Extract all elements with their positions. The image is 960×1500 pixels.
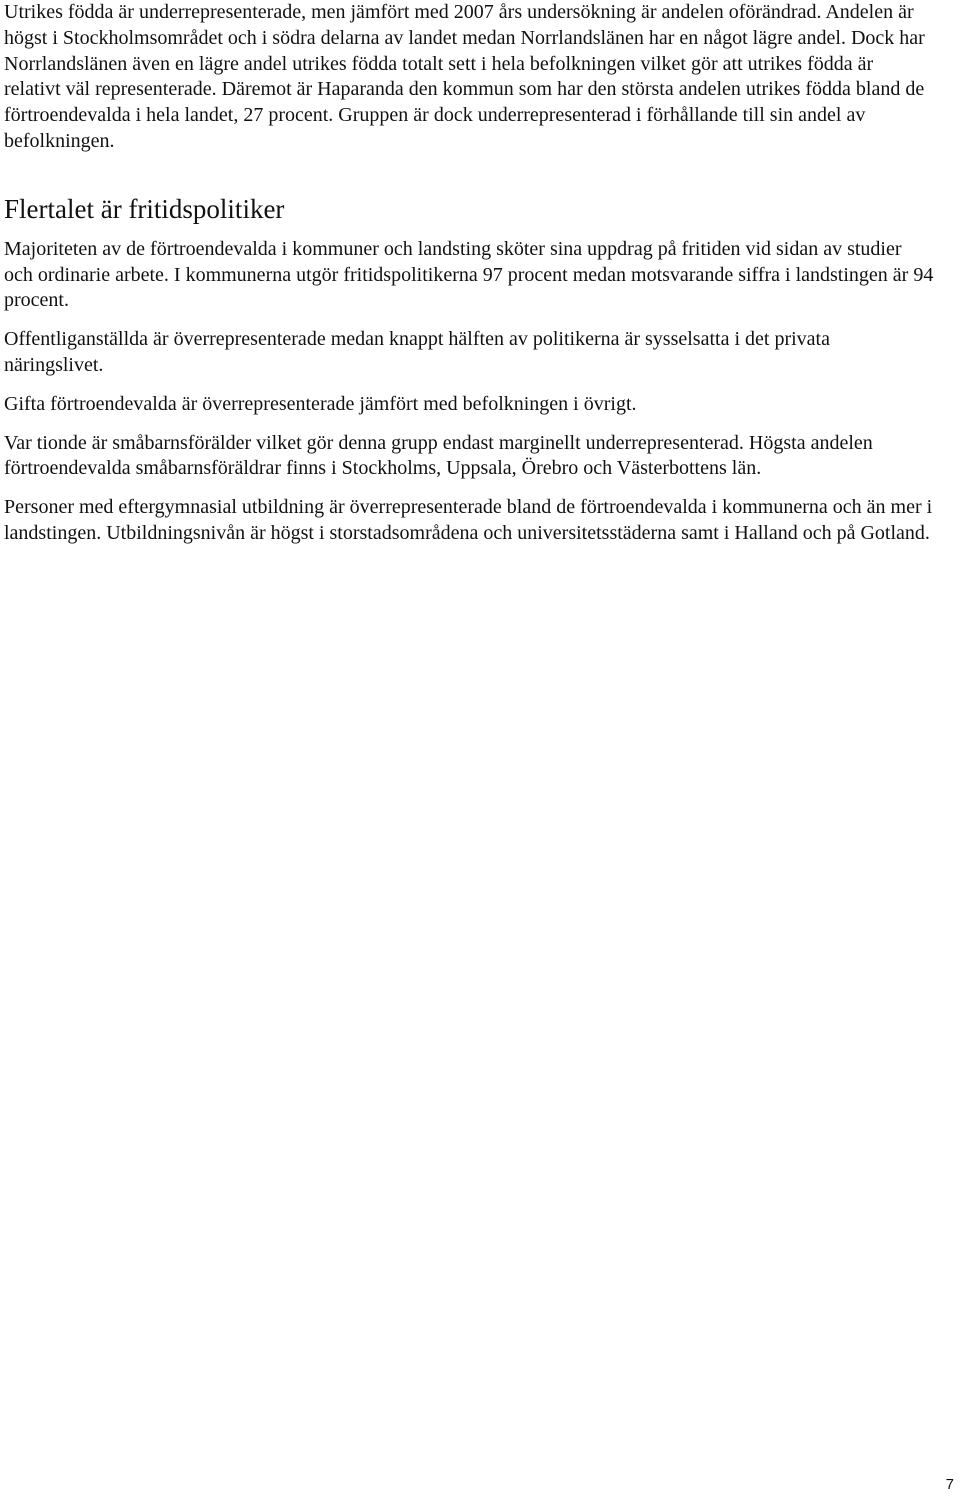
document-page: [4, 0, 934, 560]
body-paragraph-2: Offentliganställda är överrepresenterade medan knappt hälften av politikerna är sysselsatta i det privata näringslivet.: [4, 328, 830, 376]
section-heading: Flertalet är fritidspolitiker: [4, 193, 285, 224]
body-paragraph-4: Var tionde är småbarnsförälder vilket gör denna grupp endast marginellt underrepresenterad. Högsta andelen förtroendevalda småbarnsföräldrar finns i Stockholms, Uppsala, Örebro och Västerbottens län.: [4, 431, 873, 480]
body-paragraph-5: Personer med eftergymnasial utbildning är överrepresenterade bland de förtroendevalda i kommunerna och än mer i landstingen. Utbildningsnivån är högst i storstadsområdena och universitetsstäderna samt i Halland och på Gotland.: [4, 496, 933, 544]
body-paragraph-3: Gifta förtroendevalda är överrepresenterade jämfört med befolkningen i övrigt.: [4, 392, 637, 415]
page-number: 7: [945, 1476, 954, 1493]
intro-paragraph: Utrikes födda är underrepresenterade, men jämfört med 2007 års undersökning är andelen oförändrad. Andelen är högst i Stockholmsområdet och i södra delarna av landet medan Norrlandslänen har en något lägre andel. Dock har Norrlandslänen även en lägre andel utrikes födda totalt sett i hela befolkningen vilket gör att utrikes födda är relativt väl representerade. Däremot är Haparanda den kommun som har den största andelen utrikes födda bland de förtroendevalda i hela landet, 27 procent. Gruppen är dock underrepresenterad i förhållande till sin andel av befolkningen.: [4, 1, 925, 152]
body-paragraph-1: Majoriteten av de förtroendevalda i kommuner och landsting sköter sina uppdrag på fritiden vid sidan av studier och ordinarie arbete. I kommunerna utgör fritidspolitikerna 97 procent medan motsvarande siffra i landstingen är 94 procent.: [4, 237, 934, 312]
